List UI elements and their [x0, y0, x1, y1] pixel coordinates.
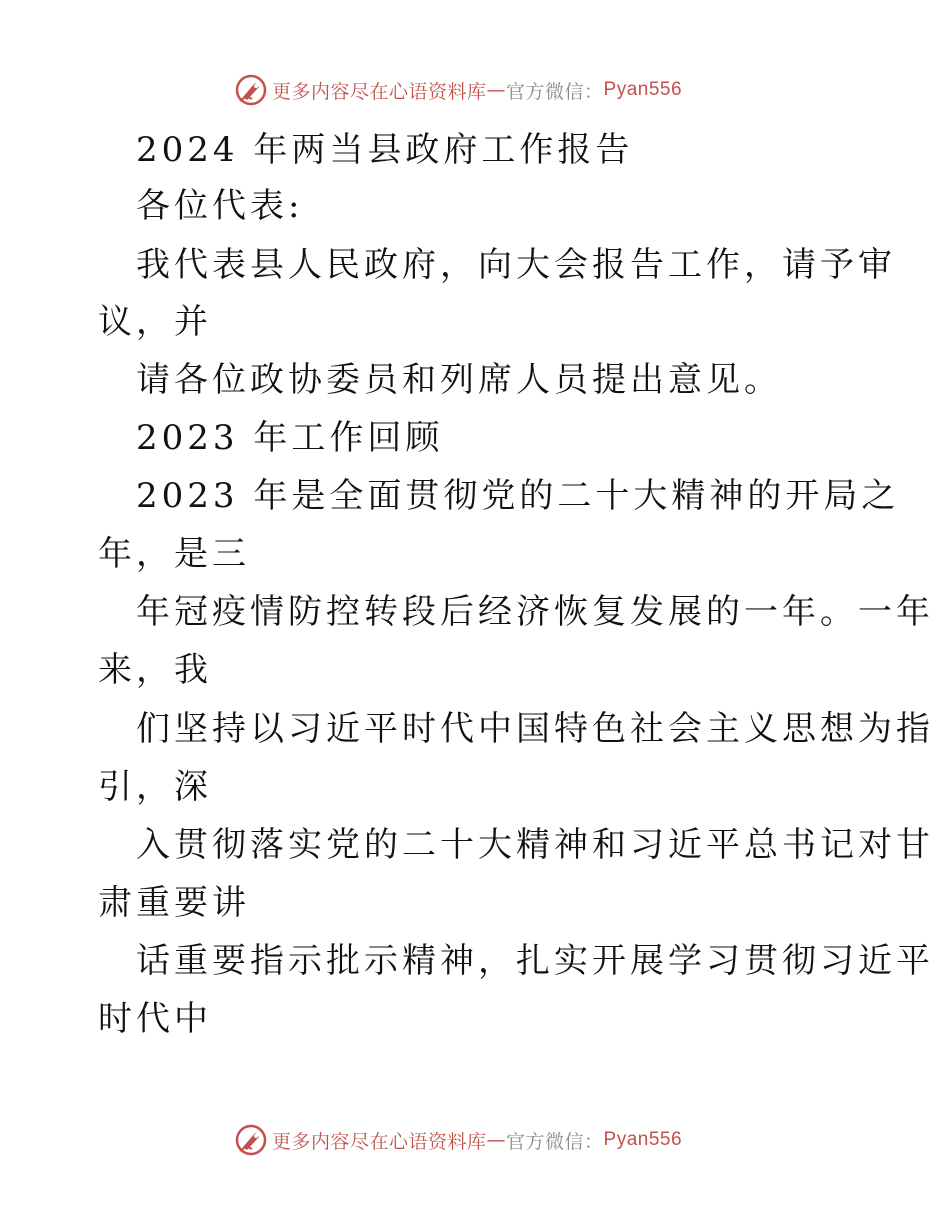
- salutation: 各位代表:: [136, 186, 304, 226]
- watermark-separator: —: [486, 1129, 507, 1151]
- paragraph-line: 肃重要讲: [98, 883, 250, 923]
- paragraph-line: 2023 年是全面贯彻党的二十大精神的开局之: [136, 476, 900, 516]
- watermark-separator: —: [486, 79, 507, 101]
- paragraph-line: 来，我: [98, 650, 212, 690]
- paragraph-line: 我代表县人民政府，向大会报告工作，请予审: [136, 245, 896, 285]
- paragraph-line: 话重要指示批示精神，扎实开展学习贯彻习近平: [136, 941, 934, 981]
- header-watermark: [234, 72, 682, 108]
- watermark-label: 官方微信：: [506, 1130, 604, 1153]
- watermark-id: Pyan556: [603, 79, 683, 100]
- paragraph-line: 入贯彻落实党的二十大精神和习近平总书记对甘: [136, 825, 934, 865]
- paragraph-line: 年，是三: [98, 534, 250, 574]
- document-title: 2024 年两当县政府工作报告: [136, 130, 634, 170]
- paragraph-line: 引，深: [98, 767, 212, 807]
- watermark-brand: 更多内容尽在心语资料库: [272, 80, 487, 103]
- paragraph-line: 时代中: [98, 999, 212, 1039]
- section-heading: 2023 年工作回顾: [136, 418, 444, 458]
- paragraph-line: 年冠疫情防控转段后经济恢复发展的一年。一年: [136, 592, 934, 632]
- pen-nib-logo-icon: [234, 73, 268, 107]
- pen-nib-logo-icon: [234, 1123, 268, 1157]
- paragraph-line: 请各位政协委员和列席人员提出意见。: [136, 360, 782, 400]
- watermark-label: 官方微信：: [506, 80, 604, 103]
- paragraph-line: 们坚持以习近平时代中国特色社会主义思想为指: [136, 709, 934, 749]
- watermark-id: Pyan556: [603, 1129, 683, 1150]
- footer-watermark: [234, 1122, 682, 1158]
- watermark-brand: 更多内容尽在心语资料库: [272, 1130, 487, 1153]
- paragraph-line: 议，并: [98, 302, 212, 342]
